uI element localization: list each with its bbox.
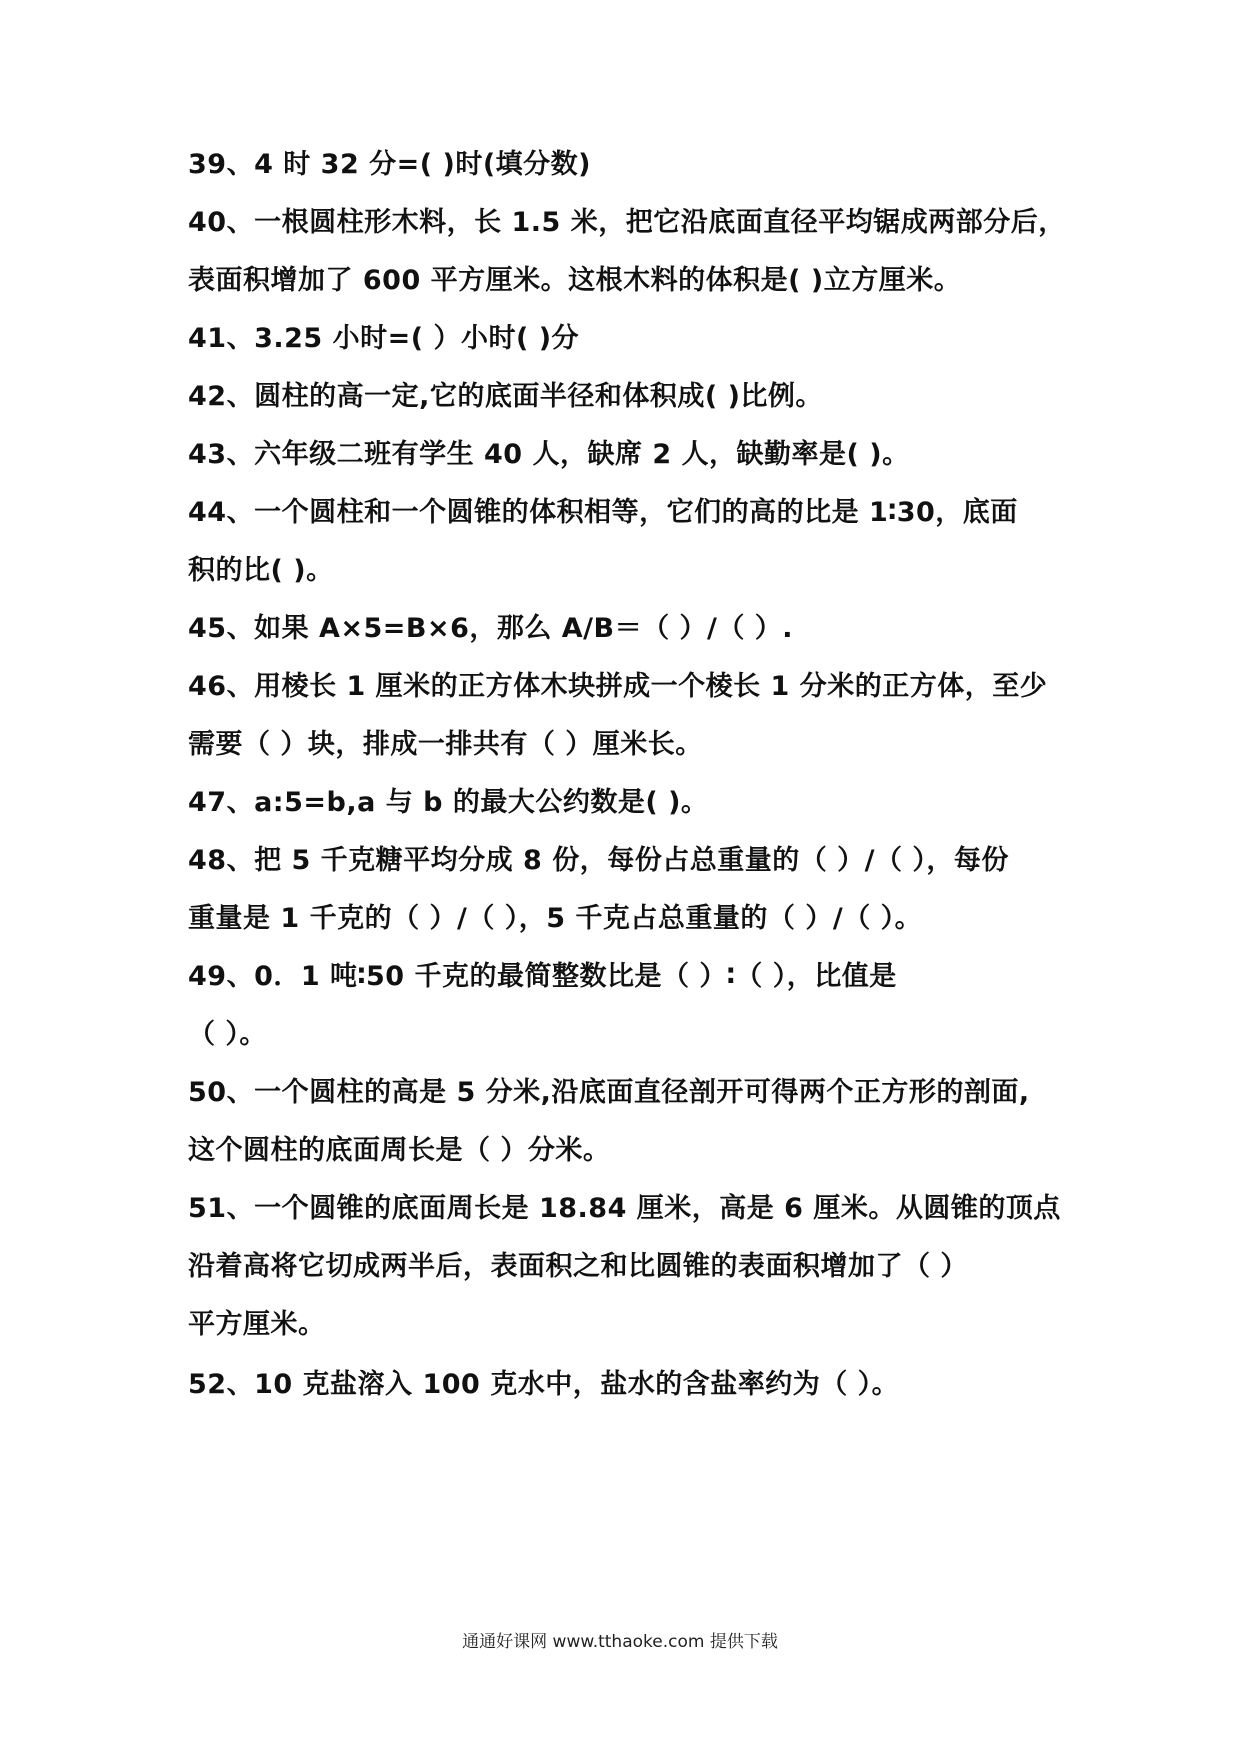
footer-source-note: 通通好课网 www.tthaoke.com 提供下载 xyxy=(462,1632,778,1652)
question-44-line-2: 积的比( )。 xyxy=(188,555,334,586)
question-47: 47、a:5=b,a 与 b 的最大公约数是( )。 xyxy=(188,787,709,818)
question-49-line-1: 49、0．1 吨∶50 千克的最简整数比是（ ）∶（ ），比值是 xyxy=(188,961,897,992)
question-42: 42、圆柱的高一定,它的底面半径和体积成( )比例。 xyxy=(188,381,823,412)
question-50-line-1: 50、一个圆柱的高是 5 分米,沿底面直径剖开可得两个正方形的剖面, xyxy=(188,1077,1030,1108)
question-48-line-2: 重量是 1 千克的（ ）/（ ），5 千克占总重量的（ ）/（ ）。 xyxy=(188,903,923,934)
question-45: 45、如果 A×5=B×6，那么 A/B＝（ ）/（ ）. xyxy=(188,613,794,644)
question-52: 52、10 克盐溶入 100 克水中，盐水的含盐率约为（ ）。 xyxy=(188,1369,900,1400)
question-46-line-2: 需要（ ）块，排成一排共有（ ）厘米长。 xyxy=(188,729,703,760)
question-40-line-2: 表面积增加了 600 平方厘米。这根木料的体积是( )立方厘米。 xyxy=(188,265,962,296)
question-40-line-1: 40、一根圆柱形木料，长 1.5 米，把它沿底面直径平均锯成两部分后， xyxy=(188,207,1066,238)
question-51-line-3: 平方厘米。 xyxy=(188,1309,326,1340)
question-50-line-2: 这个圆柱的底面周长是（ ）分米。 xyxy=(188,1135,611,1166)
question-39: 39、4 时 32 分=( )时(填分数) xyxy=(188,149,592,180)
question-44-line-1: 44、一个圆柱和一个圆锥的体积相等，它们的高的比是 1∶30，底面 xyxy=(188,497,1018,528)
question-51-line-2: 沿着高将它切成两半后，表面积之和比圆锥的表面积增加了（ ） xyxy=(188,1251,968,1282)
question-49-line-2: （ ）。 xyxy=(188,1019,267,1050)
question-51-line-1: 51、一个圆锥的底面周长是 18.84 厘米，高是 6 厘米。从圆锥的顶点 xyxy=(188,1193,1061,1224)
question-46-line-1: 46、用棱长 1 厘米的正方体木块拼成一个棱长 1 分米的正方体，至少 xyxy=(188,671,1048,702)
question-43: 43、六年级二班有学生 40 人，缺席 2 人，缺勤率是( )。 xyxy=(188,439,910,470)
question-41: 41、3.25 小时=( ）小时( )分 xyxy=(188,323,580,354)
question-48-line-1: 48、把 5 千克糖平均分成 8 份，每份占总重量的（ ）/（ ），每份 xyxy=(188,845,1009,876)
